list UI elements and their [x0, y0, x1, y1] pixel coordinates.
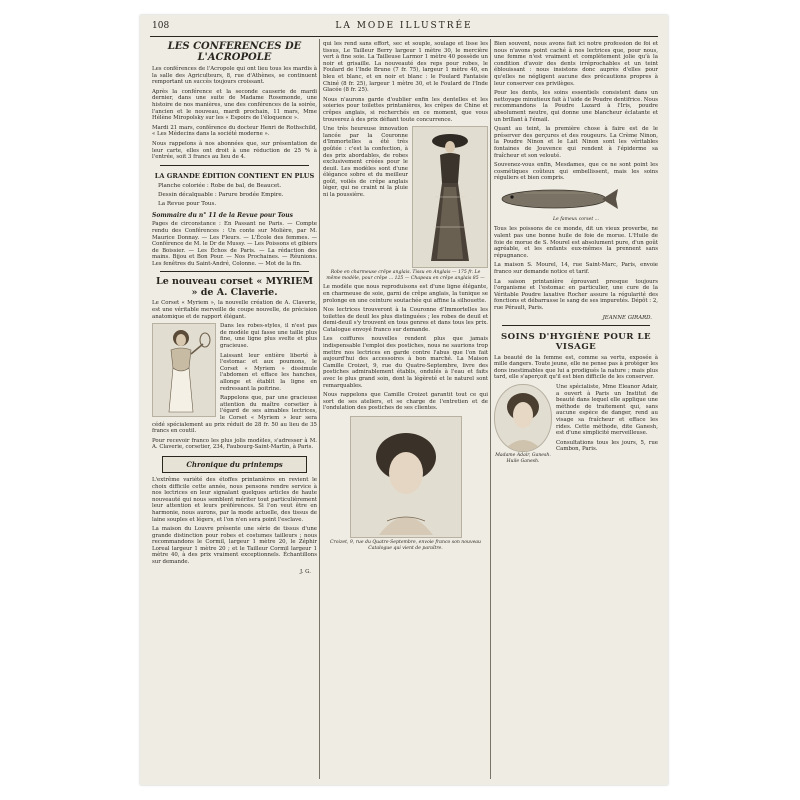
woman-corset-figure: [153, 324, 215, 416]
signature: JEANNE GIRARD.: [602, 314, 652, 321]
paragraph: Les coiffures nouvelles rendent plus que jamais indispensable l'emploi des postiches, nous ne saurions trop mettre nos lectrices en garde contre l'abus que l'on fait aujourd'hui des accessoires à bon marché. La Maison Camille Croizet, 9, rue du Quatre-Septembre, livre des postiches admirablement établis, ondulés à l'eau et faits avec le plus grand soin, dont la légèreté et le naturel sont remarquables.: [323, 336, 488, 389]
column-middle: [323, 41, 488, 779]
column-divider: [490, 39, 491, 779]
sommaire-title: Sommaire du n° 11 de la Revue pour Tous: [152, 212, 294, 220]
paragraph: L'extrême variété des étoffes printanières en revient le choix difficile cette année, nous pensons rendre service à nos lectrices en leur signalant quelques articles de haute nouveauté qui nous semblent mériter tout particulièrement leur attention et leurs préférences. Si l'on veut être en harmonie, nous aurons, par la mode actuelle, des tissus de laine souples et légers, et l'on n'en sera point l'esclave.: [152, 476, 317, 523]
paragraph: Bien souvent, nous avons fait ici notre profession de foi et nous n'avons point caché à nos lectrices que, pour nous, une femme n'est vraiment et complètement jolie qu'à la condition d'avoir des dents irréprochables et un teint éblouissant : nous insistons donc auprès d'elles pour qu'elles ne négligent aucune des précautions propres à leur conserver ces privilèges.: [494, 41, 658, 87]
sommaire-text: Pages de circonstance : En Passant ne Paris. — Compte rendu des Conférences : Un conte sur Molière, par M. Maurice Donnay. — Les Fleurs. — L'École des femmes. — Conférence de M. le Dr de Mussy. — Les Poissons et gibiers de Boissier. — Les Échos de Paris. — La rédaction des mains. Bijou et Bon Pour. — Nos Prochaines. — Réunions. Les fenêtres du Saint-André, Colonne. — Mot de la fin.: [152, 221, 317, 267]
paragraph: Une spécialiste, Mme Eleanor Adair, a ouvert à Paris un Institut de beauté dans lequel elle applique une méthode de traitement qui, sans aucune espèce de danger, rend au visage sa fraîcheur et efface les rides. Cette méthode, dite Ganesh, est d'une simplicité merveilleuse.: [556, 383, 658, 437]
column-right: [494, 41, 658, 779]
hairstyle-portrait: [350, 416, 462, 538]
paragraph: Le Corset « Myriem », la nouvelle création de A. Claverie, est une véritable merveille de coupe nouvelle, de précision anatomique et de rapport élégant.: [152, 300, 317, 320]
paragraph: qui les rend sans effort, sec et souple, soulage et lisse les tissus, Le Tailleur Berry largeur 1 mètre 30, le mercière vert à fine soie. La Tailleuse Larmor 1 mètre 40 possède un noir et grisaille. La nouveauté des reps pour robes, le Foulard de l'Inde Brune (7 fr. 75), largeur 1 mètre 40, en bleu et blanc, et en noir et blanc : le Foulard Fantaisie Chiné (8 fr. 25), largeur 1 mètre 30, et le Foulard de l'Inde Glacée (8 fr. 25).: [323, 41, 488, 94]
acropole-title: LES CONFÉRENCES DE L'ACROPOLE: [167, 41, 302, 63]
paragraph: Tous les poissons de ce monde, dit un vieux proverbe, ne valent pas une bonne huile de foie de morue. L'Huile de foie de morue de S. Mourel est absolument pure, d'un goût agréable, et les enfants eux-mêmes la prennent sans répugnance.: [494, 226, 658, 259]
column-divider: [319, 39, 320, 779]
paragraph: Une très heureuse innovation lancée par la Couronne d'Immortelles a été très goûtée : c'est la confection, à des prix abordables, de robes exclusivement créées pour le deuil. Les modèles sont d'une élégance sobre et du meilleur goût, voilés de crêpe anglais léger, qui ne craint ni la pluie ni la poussière.: [323, 126, 408, 199]
paragraph: Les conférences de l'Acropole qui ont lieu tous les mardis à la salle des Agriculteurs, 8, rue d'Athènes, se continuent remportant un succès toujours croissant.: [152, 66, 317, 86]
paragraph: Rappelons que, par une gracieuse attention du maître corsetier à l'égard de ses aimables lectrices, le Corset « Myriem » leur sera cédé spécialement au prix réduit de 28 fr. 50 au lieu de 35 francs en coutil.: [152, 395, 317, 435]
portrait-caption: Croizet, 9, rue du Quatre-Septembre, envoie franco son nouveau Catalogue qui vient de paraître.: [330, 540, 481, 551]
paragraph: Dans les robes-styles, il n'est pas de modèle qui fasse une taille plus fine, une ligne plus svelte et plus gracieuse.: [220, 323, 317, 350]
paragraph: Pour les dents, les soins essentiels consistent dans un nettoyage minutieux fait à l'aide de Poudre dentifrice. Nous recommandons la Poudre Lazard à l'Iris, poudre absolument neutre, qui donne une blancheur éclatante et un brillant à l'émail.: [494, 90, 658, 123]
paragraph: Nous n'aurons garde d'oublier enfin les dentelles et les soieries pour toilettes printanières, les crêpes de Chine et crêpes anglais, si recherchés en ce moment, que vous trouverez à des prix défiant toute concurrence.: [323, 96, 488, 123]
header-rule: [150, 36, 658, 37]
list-item: Dessin décalquable : Parure brodée Empire.: [158, 191, 284, 198]
fish-icon: [494, 186, 654, 212]
corset-title: Le nouveau corset « MYRIEM » de A. Claverie.: [156, 276, 313, 299]
mourning-dress-illustration: [412, 126, 488, 268]
paragraph: Le modèle que nous reproduisons est d'une ligne élégante, en charmeuse de soie, garni de crêpe anglais, la tunique se prolonge en une ceinture soutachée qui affine la silhouette.: [323, 284, 488, 304]
list-item: La Revue pour Tous.: [158, 201, 217, 208]
woman-medallion-figure: [495, 385, 551, 451]
fish-advert: [494, 186, 658, 223]
chronique-banner: Chronique du printemps: [162, 456, 307, 473]
soins-title: SOINS D'HYGIÈNE POUR LE VISAGE: [500, 331, 652, 352]
paragraph: Consultations tous les jours, 5, rue Cambon, Paris.: [556, 439, 658, 453]
page-header: [140, 21, 668, 35]
paragraph: La beauté de la femme est, comme sa vertu, exposée à mille dangers. Toute jeune, elle ne pense pas à protéger les dons inestimables que lui a prodigués la nature ; mais plus tard, elle s'aperçoit qu'il est bien difficile de les conserver.: [494, 354, 658, 381]
paragraph: Pour recevoir franco les plus jolis modèles, s'adresser à M. A. Claverie, corsetier, 234, Faubourg-Saint-Martin, à Paris.: [152, 437, 317, 451]
portrait-medallion: [494, 384, 552, 452]
portrait-caption: Madame Adair, Ganesh. Huile Ganesh.: [495, 452, 551, 464]
page-number: 108: [152, 21, 170, 31]
magazine-title: LA MODE ILLUSTRÉE: [335, 21, 473, 31]
paragraph: La maison S. Mourel, 14, rue Saint-Marc, Paris, envoie franco sur demande notice et tarif.: [494, 262, 658, 276]
paragraph: Après la conférence et la seconde causerie de mardi dernier, dans une suite de Madame Rosemonde, une histoire de nos manières, une des conférences de la soirée, l'ancien et le nouveau, mardi prochain, 11 mars, Mme Hélène Miropolsky sur les « Espoirs de l'éloquence ».: [152, 88, 317, 122]
signature: J. G.: [300, 568, 311, 575]
paragraph: Quant au teint, la première chose à faire est de le préserver des gerçures et des rougeurs. La Crème Ninon, la Poudre Ninon et le Lait Ninon sont les véritables fontaines de Jouvence qui rendent à l'épiderme sa fraîcheur et son velouté.: [494, 126, 658, 159]
portrait-block: [494, 384, 552, 467]
column-left: [152, 41, 317, 779]
woman-dress-figure: [413, 127, 487, 267]
divider: [160, 271, 309, 272]
paragraph: La maison du Louvre présente une série de tissus d'une grande distinction pour robes et costumes tailleurs ; nous recommandons le Cormil, largeur 1 mètre 20, le Zéphir Loreal largeur 1 mètre 20 ; et le Tailleur Cormil largeur 1 mètre 40, à des prix vraiment exceptionnels. Échantillons sur demande.: [152, 526, 317, 566]
divider: [160, 165, 309, 166]
divider: [502, 325, 650, 326]
paragraph: Nous rappelons à nos abonnées que, sur présentation de leur carte, elles ont droit à une réduction de 25 % à l'entrée, soit 3 francs au lieu de 4.: [152, 140, 317, 161]
paragraph: Nous rappelons que Camille Croizet garantit tout ce qui sort de ses ateliers, et se charge de l'entretien et de l'ondulation des postiches de ses clientes.: [323, 392, 488, 412]
woman-portrait-figure: [351, 417, 461, 537]
paragraph: Nos lectrices trouveront à la Couronne d'Immortelles les toilettes de deuil les plus distinguées ; les robes de deuil et demi-deuil s'y trouvent en tous genres et dans tous les prix. Catalogue envoyé franco sur demande.: [323, 307, 488, 333]
grande-edition-title: LA GRANDE ÉDITION CONTIENT EN PLUS: [154, 171, 315, 180]
paragraph: Laissant leur entière liberté à l'estomac et aux poumons, le Corset « Myriem » dissimule l'abdomen et efface les hanches, allonge et établit la ligne en redressant la poitrine.: [220, 352, 317, 392]
paragraph: Souvenez-vous enfin, Mesdames, que ce ne sont point les cosmétiques coûteux qui embellissent, mais les soins réguliers et bien compris.: [494, 162, 658, 182]
fish-caption: Le fameux corset ...: [552, 216, 600, 222]
paragraph: Mardi 21 mars, conférence du docteur Henri de Rothschild, « Les Médecins dans la société moderne ».: [152, 124, 317, 138]
list-item: Planche coloriée : Robe de bal, de Beaucet.: [158, 182, 282, 189]
dress-caption: Robe en charmeuse crêpe anglais. Tissu en Anglais — 175 fr. Le même modèle, pour crêpe ... 125 — Chapeau en crêpe anglais 85 —: [326, 270, 485, 281]
paragraph: La saison printanière éprouvant presque toujours l'organisme et l'estomac en particulier, une cure de la Véritable Poudre laxative Rocher assure la régularité des fonctions et débarrasse le sang de ses impuretés. Dépôt : 2, rue Pérault, Paris.: [494, 278, 658, 311]
corset-illustration: [152, 323, 216, 417]
magazine-page: [140, 15, 668, 785]
